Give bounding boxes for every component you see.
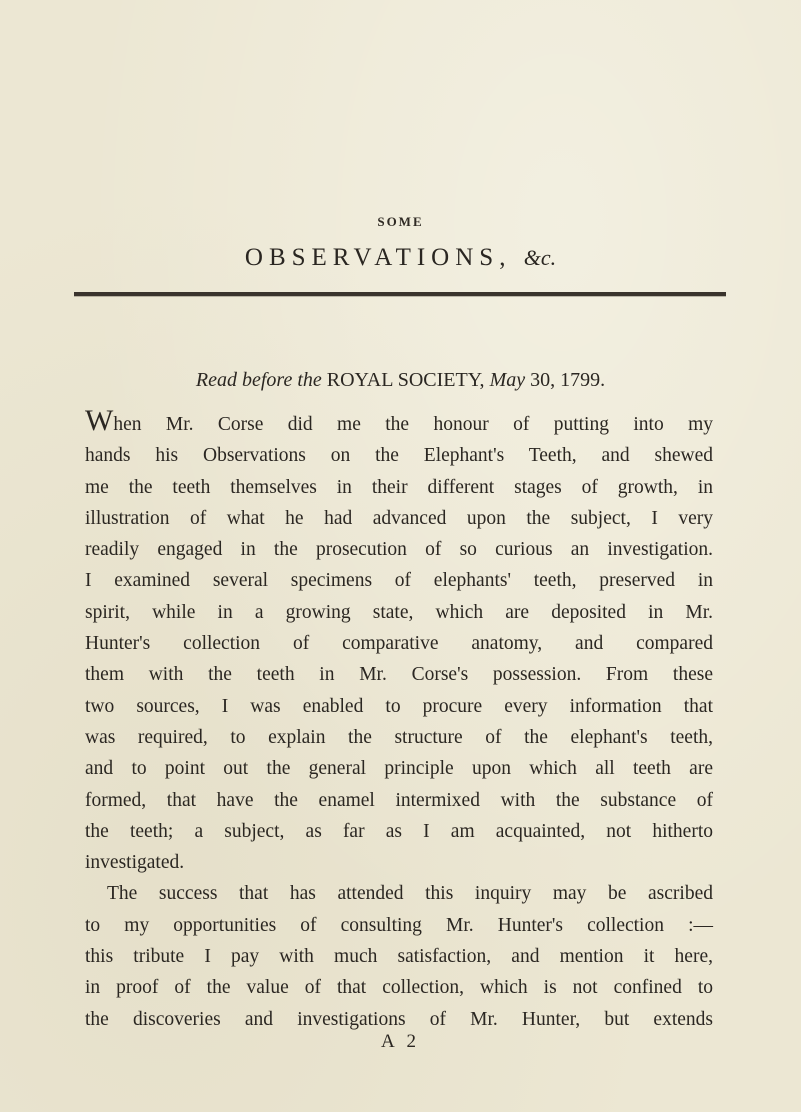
read-before-line	[0, 369, 801, 392]
text-line: readily engaged in the prosecution of so curious an investigation.	[85, 539, 713, 561]
text-line: two sources, I was enabled to procure every information that	[85, 695, 713, 717]
text-line: spirit, while in a growing state, which are deposited in Mr.	[85, 601, 713, 623]
text-line: was required, to explain the structure of the elephant's teeth,	[85, 726, 713, 748]
heading-some: SOME	[377, 214, 424, 229]
text-line: them with the teeth in Mr. Corse's possession. From these	[85, 664, 713, 686]
text-line: formed, that have the enamel intermixed with the substance of	[85, 789, 713, 811]
read-before-text: Read before the	[195, 369, 322, 391]
read-date-day-year: 30, 1799.	[530, 369, 606, 391]
text-line: hands his Observations on the Elephant's Teeth, and shewed	[85, 445, 713, 467]
text-line: and to point out the general principle upon which all teeth are	[85, 758, 713, 780]
text-line: illustration of what he had advanced upon the subject, I very	[85, 507, 713, 529]
text-line: to my opportunities of consulting Mr. Hunter's collection :—	[85, 914, 713, 936]
heading-observations-text: OBSERVATIONS,	[244, 244, 512, 271]
text-line-content: hen Mr. Corse did me the honour of putting into my	[113, 414, 713, 435]
text-line	[85, 404, 713, 440]
text-line: in proof of the value of that collection, which is not confined to	[85, 977, 713, 999]
text-line: The success that has attended this inquiry may be ascribed	[107, 883, 713, 905]
text-line: investigated.	[85, 852, 185, 874]
text-line: me the teeth themselves in their different stages of growth, in	[85, 476, 713, 498]
text-line: Hunter's collection of comparative anatomy, and compared	[85, 633, 713, 655]
signature-mark: A 2	[381, 1031, 420, 1052]
text-line: this tribute I pay with much satisfaction, and mention it here,	[85, 946, 713, 968]
heading-etc: &c.	[523, 245, 557, 270]
drop-cap: W	[85, 404, 114, 437]
read-date-month: May	[489, 369, 526, 391]
text-line: the discoveries and investigations of Mr. Hunter, but extends	[85, 1008, 713, 1030]
heading-rule	[74, 292, 726, 296]
text-line: I examined several specimens of elephants' teeth, preserved in	[85, 570, 713, 592]
body-text	[85, 404, 713, 1035]
royal-society-text: ROYAL SOCIETY,	[326, 369, 485, 391]
text-line: the teeth; a subject, as far as I am acquainted, not hitherto	[85, 820, 713, 842]
heading-observations	[0, 244, 801, 272]
